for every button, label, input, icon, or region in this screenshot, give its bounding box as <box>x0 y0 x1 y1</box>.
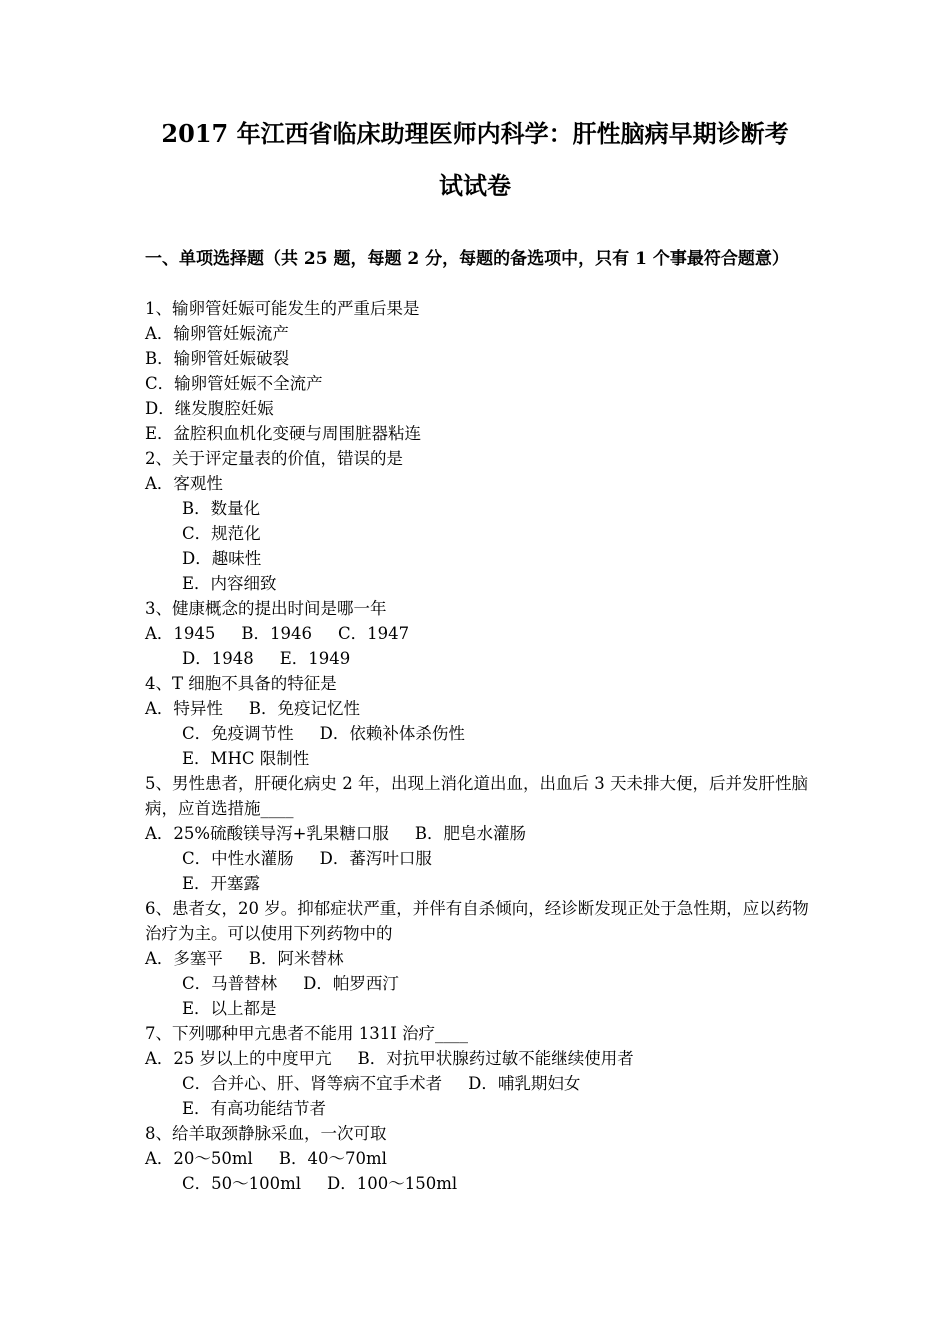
option-row <box>145 821 810 846</box>
option-row <box>145 1171 810 1196</box>
option-row <box>145 721 810 746</box>
option: E．盆腔积血机化变硬与周围脏器粘连 <box>145 424 422 443</box>
option: D．100～150ml <box>327 1174 458 1193</box>
option: C．马普替林 <box>182 974 278 993</box>
question-stem: 7、下列哪种甲亢患者不能用 131I 治疗____ <box>145 1024 468 1043</box>
option: A．客观性 <box>145 474 223 493</box>
option: C．免疫调节性 <box>182 724 294 743</box>
option: D．继发腹腔妊娠 <box>145 399 274 418</box>
option-row <box>145 971 810 996</box>
option: C．输卵管妊娠不全流产 <box>145 374 323 393</box>
option: E．开塞露 <box>182 874 261 893</box>
option: A．25 岁以上的中度甲亢 <box>145 1049 332 1068</box>
question-stem: 1、输卵管妊娠可能发生的严重后果是 <box>145 299 420 318</box>
option-row <box>145 1071 810 1096</box>
option: D．趣味性 <box>182 549 262 568</box>
document-title-line2: 试试卷 <box>439 171 511 200</box>
option: B．输卵管妊娠破裂 <box>145 349 290 368</box>
option: C．规范化 <box>182 524 261 543</box>
option-row <box>145 846 810 871</box>
option: D．哺乳期妇女 <box>468 1074 581 1093</box>
option: A．多塞平 <box>145 949 223 968</box>
option: A．20～50ml <box>145 1149 253 1168</box>
option: D．蕃泻叶口服 <box>319 849 432 868</box>
option: B．40～70ml <box>278 1149 387 1168</box>
option: B．数量化 <box>182 499 261 518</box>
question-stem: 5、男性患者，肝硬化病史 2 年，出现上消化道出血，出血后 3 天未排大便，后并发肝性脑病，应首选措施____ <box>145 774 808 818</box>
section-heading: 一、单项选择题（共 25 题，每题 2 分，每题的备选项中，只有 1 个事最符合题意） <box>145 249 789 269</box>
option: A．输卵管妊娠流产 <box>145 324 289 343</box>
option: B．肥皂水灌肠 <box>414 824 527 843</box>
option-row <box>145 1146 810 1171</box>
option: C．1947 <box>338 624 410 643</box>
option: E．有高功能结节者 <box>182 1099 327 1118</box>
question-stem: 3、健康概念的提出时间是哪一年 <box>145 599 387 618</box>
option: E．内容细致 <box>182 574 277 593</box>
option-row <box>145 946 810 971</box>
option: C．50～100ml <box>182 1174 302 1193</box>
question-stem: 4、T 细胞不具备的特征是 <box>145 674 337 693</box>
option: B．阿米替林 <box>248 949 344 968</box>
option: B．免疫记忆性 <box>248 699 361 718</box>
option-row <box>145 621 810 646</box>
option: A．特异性 <box>145 699 223 718</box>
question-stem: 2、关于评定量表的价值，错误的是 <box>145 449 403 468</box>
option: D．1948 <box>182 649 254 668</box>
option: B．1946 <box>241 624 313 643</box>
question-stem: 6、患者女，20 岁。抑郁症状严重，并伴有自杀倾向，经诊断发现正处于急性期，应以药物治疗为主。可以使用下列药物中的 <box>145 899 809 943</box>
option: A．1945 <box>145 624 216 643</box>
question-list <box>145 296 810 1196</box>
option: E．以上都是 <box>182 999 277 1018</box>
option-row <box>145 1046 810 1071</box>
option: D．依赖补体杀伤性 <box>319 724 465 743</box>
option-row <box>145 646 810 671</box>
option-row <box>145 696 810 721</box>
question-stem: 8、给羊取颈静脉采血，一次可取 <box>145 1124 387 1143</box>
option: E．MHC 限制性 <box>182 749 310 768</box>
option: A．25%硫酸镁导泻+乳果糖口服 <box>145 824 389 843</box>
option: D．帕罗西汀 <box>303 974 399 993</box>
option: C．合并心、肝、肾等病不宜手术者 <box>182 1074 443 1093</box>
option: E．1949 <box>279 649 351 668</box>
document-title-line1: 2017 年江西省临床助理医师内科学：肝性脑病早期诊断考 <box>161 119 789 148</box>
option: C．中性水灌肠 <box>182 849 294 868</box>
option: B．对抗甲状腺药过敏不能继续使用者 <box>357 1049 634 1068</box>
